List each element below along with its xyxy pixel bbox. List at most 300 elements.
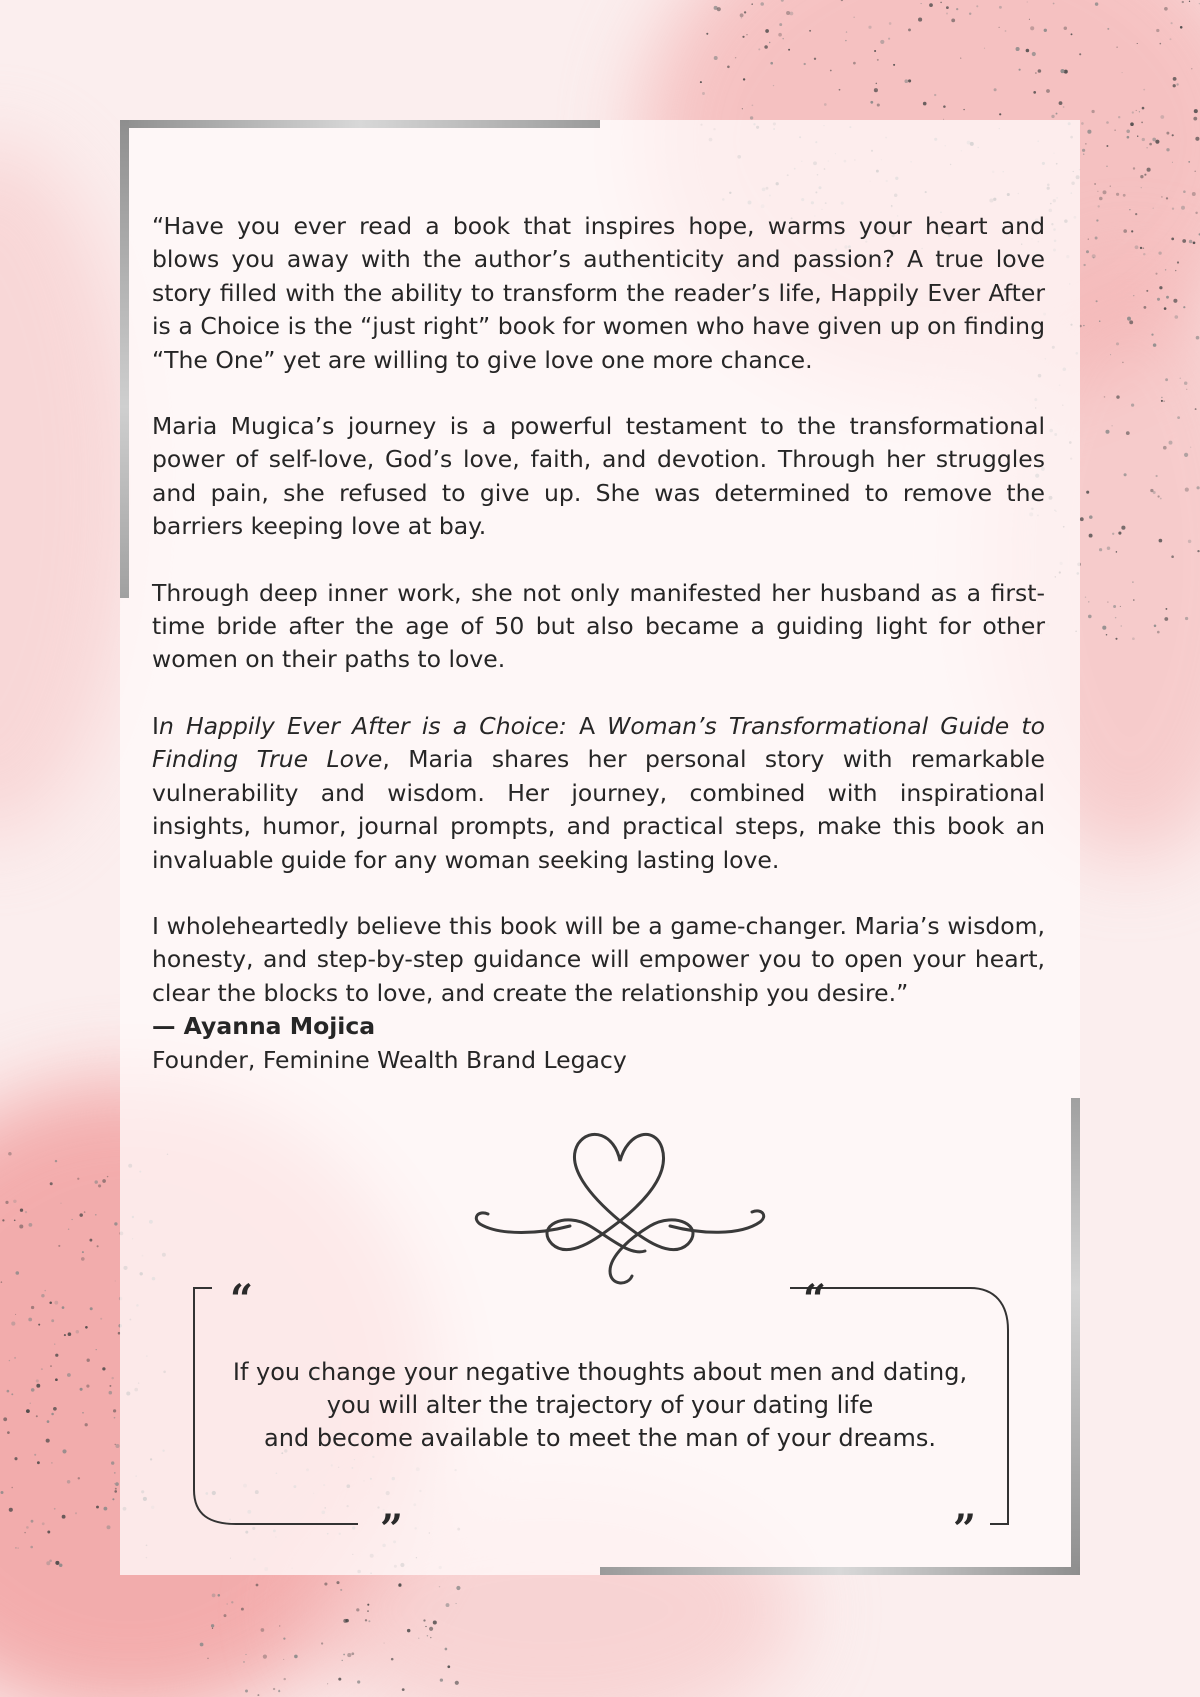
speckle-dot <box>26 1409 30 1413</box>
speckle-dot <box>1114 129 1115 130</box>
speckle-dot <box>743 78 745 80</box>
speckle-dot <box>114 1417 116 1419</box>
author-title: Founder, Feminine Wealth Brand Legacy <box>152 1045 627 1074</box>
speckle-dot <box>340 1589 342 1591</box>
frame-top-bar <box>120 120 600 128</box>
speckle-dot <box>28 1318 32 1322</box>
speckle-dot <box>55 1561 59 1565</box>
speckle-dot <box>1102 626 1106 630</box>
speckle-dot <box>951 18 955 22</box>
speckle-dot <box>342 1660 343 1661</box>
speckle-dot <box>80 1388 83 1391</box>
speckle-dot <box>984 48 985 49</box>
speckle-dot <box>1035 72 1037 74</box>
speckle-dot <box>1132 581 1134 583</box>
open-quote-mark-right: “ <box>803 1276 827 1323</box>
frame-left-bar <box>120 120 129 598</box>
speckle-dot <box>1146 290 1148 292</box>
speckle-dot <box>44 1290 45 1291</box>
speckle-dot <box>109 1391 113 1395</box>
speckle-dot <box>1189 240 1193 244</box>
speckle-dot <box>47 1531 50 1534</box>
speckle-dot <box>1166 148 1169 151</box>
speckle-dot <box>59 1564 63 1568</box>
speckle-dot <box>455 1681 459 1685</box>
speckle-dot <box>1160 115 1164 119</box>
speckle-dot <box>1083 325 1084 326</box>
speckle-dot <box>764 45 768 49</box>
speckle-dot <box>1110 354 1111 355</box>
speckle-dot <box>889 22 892 25</box>
speckle-dot <box>1106 166 1108 168</box>
speckle-dot <box>1140 175 1143 178</box>
speckle-dot <box>1173 299 1177 303</box>
speckle-dot <box>1092 254 1096 258</box>
speckle-dot <box>1143 89 1145 91</box>
testimonial-paragraph-5: I wholeheartedly believe this book will be a game-changer. Maria’s wisdom, honesty, and step-by-step guidance will empower you to open your heart, clear the blocks to love, and create the relationship you desire.” <box>152 911 1045 1007</box>
speckle-dot <box>1116 395 1119 398</box>
speckle-dot <box>95 1214 97 1216</box>
speckle-dot <box>1157 298 1160 301</box>
speckle-dot <box>1107 547 1110 550</box>
speckle-dot <box>111 1461 114 1464</box>
speckle-dot <box>324 1582 327 1585</box>
speckle-dot <box>115 1280 116 1281</box>
speckle-dot <box>1080 517 1084 521</box>
speckle-dot <box>2 1219 4 1221</box>
speckle-dot <box>946 6 949 9</box>
speckle-dot <box>1116 342 1119 345</box>
speckle-dot <box>877 103 880 106</box>
speckle-dot <box>770 62 773 65</box>
speckle-dot <box>846 31 847 32</box>
speckle-dot <box>58 1245 60 1247</box>
speckle-dot <box>1053 3 1055 5</box>
speckle-dot <box>1171 22 1173 24</box>
speckle-dot <box>969 12 971 14</box>
speckle-dot <box>781 0 784 2</box>
speckle-dot <box>845 40 846 41</box>
speckle-dot <box>1087 130 1091 134</box>
speckle-dot <box>1106 145 1108 147</box>
speckle-dot <box>14 1457 17 1460</box>
speckle-dot <box>1157 495 1159 497</box>
speckle-dot <box>1164 7 1168 11</box>
speckle-dot <box>876 83 878 85</box>
speckle-dot <box>1104 396 1106 398</box>
speckle-dot <box>1133 599 1135 601</box>
speckle-dot <box>407 1629 410 1632</box>
speckle-dot <box>1197 486 1200 489</box>
speckle-dot <box>26 1526 29 1529</box>
speckle-dot <box>115 1482 119 1486</box>
speckle-dot <box>1172 208 1174 210</box>
speckle-dot <box>107 1525 111 1529</box>
speckle-dot <box>1132 637 1135 640</box>
speckle-dot <box>1046 89 1050 93</box>
speckle-dot <box>1165 608 1167 610</box>
speckle-dot <box>1122 72 1123 73</box>
speckle-dot <box>36 1415 38 1417</box>
speckle-dot <box>1112 533 1114 535</box>
speckle-dot <box>1191 68 1192 69</box>
speckle-dot <box>439 1586 440 1587</box>
speckle-dot <box>423 1619 425 1621</box>
p4-joiner: A <box>566 711 608 740</box>
speckle-dot <box>36 1379 39 1382</box>
speckle-dot <box>789 12 793 16</box>
speckle-dot <box>1094 183 1096 185</box>
speckle-dot <box>1123 194 1126 197</box>
speckle-dot <box>1133 167 1135 169</box>
speckle-dot <box>1086 250 1089 253</box>
speckle-dot <box>1082 149 1085 152</box>
speckle-dot <box>31 1306 34 1309</box>
speckle-dot <box>62 1515 66 1519</box>
speckle-dot <box>1081 122 1084 125</box>
speckle-dot <box>1129 320 1133 324</box>
speckle-dot <box>283 1637 285 1639</box>
speckle-dot <box>67 1480 71 1484</box>
speckle-dot <box>830 70 832 72</box>
speckle-dot <box>224 1614 227 1617</box>
speckle-dot <box>1107 28 1109 30</box>
speckle-dot <box>717 7 721 11</box>
speckle-dot <box>55 1354 58 1357</box>
speckle-dot <box>367 1610 368 1611</box>
speckle-dot <box>1096 300 1098 302</box>
speckle-dot <box>1166 132 1169 135</box>
speckle-dot <box>1033 91 1036 94</box>
speckle-dot <box>51 1319 54 1322</box>
speckle-dot <box>1193 117 1197 121</box>
speckle-dot <box>87 1359 90 1362</box>
speckle-dot <box>1088 601 1089 602</box>
speckle-dot <box>1177 261 1179 263</box>
speckle-dot <box>960 57 961 58</box>
speckle-dot <box>1137 43 1138 44</box>
speckle-dot <box>1193 241 1196 244</box>
speckle-dot <box>1153 343 1157 347</box>
speckle-dot <box>853 62 856 65</box>
speckle-dot <box>9 1360 10 1361</box>
speckle-dot <box>1026 49 1030 53</box>
speckle-dot <box>51 1462 53 1464</box>
speckle-dot <box>1169 441 1173 445</box>
speckle-dot <box>97 1245 99 1247</box>
speckle-dot <box>839 89 841 91</box>
speckle-dot <box>1118 116 1120 118</box>
speckle-dot <box>218 1594 221 1597</box>
speckle-dot <box>351 1652 354 1655</box>
speckle-dot <box>1157 631 1160 634</box>
speckle-dot <box>78 1477 80 1479</box>
speckle-dot <box>46 1561 50 1565</box>
speckle-dot <box>1116 193 1119 196</box>
speckle-dot <box>1163 401 1164 402</box>
speckle-dot <box>1151 333 1153 335</box>
speckle-dot <box>1115 617 1117 619</box>
speckle-dot <box>429 1627 433 1631</box>
speckle-dot <box>735 57 736 58</box>
speckle-dot <box>345 1619 349 1623</box>
speckle-dot <box>769 42 770 43</box>
speckle-dot <box>940 2 942 4</box>
speckle-dot <box>398 1584 401 1587</box>
speckle-dot <box>1098 205 1100 207</box>
speckle-dot <box>1107 602 1108 603</box>
speckle-dot <box>908 28 911 31</box>
speckle-dot <box>1140 247 1142 249</box>
speckle-dot <box>38 1324 40 1326</box>
speckle-dot <box>357 1680 360 1683</box>
speckle-dot <box>1183 306 1185 308</box>
speckle-dot <box>1079 53 1081 55</box>
speckle-dot <box>115 1444 119 1448</box>
speckle-dot <box>946 13 948 15</box>
speckle-dot <box>25 1211 27 1213</box>
speckle-dot <box>746 34 747 35</box>
speckle-dot <box>1085 143 1086 144</box>
speckle-dot <box>1137 136 1138 137</box>
speckle-dot <box>11 1487 13 1489</box>
speckle-dot <box>60 1203 61 1204</box>
speckle-dot <box>1180 378 1181 379</box>
speckle-dot <box>1083 264 1085 266</box>
speckle-dot <box>418 1638 419 1639</box>
speckle-dot <box>1155 140 1159 144</box>
speckle-dot <box>751 3 753 5</box>
speckle-dot <box>1126 130 1130 134</box>
close-quote-mark-left: ” <box>380 1506 404 1553</box>
speckle-dot <box>15 1547 17 1549</box>
speckle-dot <box>1116 551 1118 553</box>
speckle-dot <box>1156 29 1159 32</box>
speckle-dot <box>115 1444 116 1445</box>
speckle-dot <box>1143 306 1146 309</box>
speckle-dot <box>1060 69 1064 73</box>
speckle-dot <box>999 6 1002 9</box>
speckle-dot <box>976 5 978 7</box>
speckle-dot <box>111 1377 113 1379</box>
speckle-dot <box>934 94 936 96</box>
speckle-dot <box>1110 186 1111 187</box>
close-quote-mark-right: ” <box>953 1506 977 1553</box>
speckle-dot <box>1030 26 1034 30</box>
speckle-dot <box>1160 43 1162 45</box>
speckle-dot <box>1161 196 1163 198</box>
speckle-dot <box>1089 534 1093 538</box>
speckle-dot <box>1159 539 1163 543</box>
speckle-dot <box>96 1349 97 1350</box>
speckle-dot <box>77 1178 79 1180</box>
speckle-dot <box>1132 111 1134 113</box>
speckle-dot <box>200 1643 204 1647</box>
speckle-dot <box>1135 213 1137 215</box>
speckle-dot <box>41 1368 43 1370</box>
speckle-dot <box>1088 238 1089 239</box>
speckle-dot <box>1190 447 1191 448</box>
speckle-dot <box>263 1655 267 1659</box>
speckle-dot <box>1183 190 1186 193</box>
speckle-dot <box>36 1384 40 1388</box>
speckle-dot <box>279 1625 280 1626</box>
speckle-dot <box>102 1179 106 1183</box>
speckle-dot <box>765 29 769 33</box>
book-title-part-1: n Happily Ever After is a Choice: <box>158 711 567 740</box>
speckle-dot <box>49 1559 52 1562</box>
speckle-dot <box>1141 122 1143 124</box>
speckle-dot <box>1173 84 1176 87</box>
testimonial-paragraph-2: Maria Mugica’s journey is a powerful testament to the transformational power of self-love, God’s love, faith, and devotion. Through her struggles and pain, she refused to give up. She was determined to remove the barriers keeping love at bay. <box>152 412 1045 541</box>
speckle-dot <box>95 1180 98 1183</box>
speckle-dot <box>1071 33 1073 35</box>
speckle-dot <box>90 1307 93 1310</box>
speckle-dot <box>19 1224 23 1228</box>
speckle-dot <box>1051 115 1054 118</box>
speckle-dot <box>1141 187 1142 188</box>
speckle-dot <box>20 1209 23 1212</box>
speckle-dot <box>1106 121 1109 124</box>
speckle-dot <box>81 1257 85 1261</box>
speckle-dot <box>1165 269 1166 270</box>
speckle-dot <box>870 101 873 104</box>
speckle-dot <box>1122 362 1124 364</box>
speckle-dot <box>1175 270 1176 271</box>
speckle-dot <box>84 1211 86 1213</box>
speckle-dot <box>1156 475 1158 477</box>
speckle-dot <box>14 1219 16 1221</box>
speckle-dot <box>112 1498 114 1500</box>
speckle-dot <box>1164 307 1167 310</box>
speckle-dot <box>1099 548 1102 551</box>
speckle-dot <box>1150 489 1153 492</box>
speckle-dot <box>1171 555 1174 558</box>
speckle-dot <box>1135 245 1139 249</box>
speckle-dot <box>245 1654 246 1655</box>
speckle-dot <box>994 88 997 91</box>
speckle-dot <box>1166 197 1168 199</box>
speckle-dot <box>1159 286 1162 289</box>
speckle-dot <box>294 1655 298 1659</box>
speckle-dot <box>758 48 760 50</box>
speckle-dot <box>29 1223 33 1227</box>
speckle-dot <box>1086 491 1089 494</box>
speckle-dot <box>49 1302 52 1305</box>
speckle-dot <box>1185 617 1188 620</box>
speckle-dot <box>64 1334 66 1336</box>
speckle-dot <box>11 1322 15 1326</box>
speckle-dot <box>1154 625 1157 628</box>
speckle-dot <box>706 33 708 35</box>
speckle-dot <box>999 113 1001 115</box>
speckle-dot <box>773 85 774 86</box>
speckle-dot <box>1096 219 1098 221</box>
speckle-dot <box>1158 251 1161 254</box>
speckle-dot <box>1116 46 1118 48</box>
speckle-dot <box>1130 122 1134 126</box>
speckle-dot <box>1038 69 1042 73</box>
speckle-dot <box>96 1506 99 1509</box>
speckle-dot <box>1170 38 1172 40</box>
speckle-dot <box>1161 397 1162 398</box>
speckle-dot <box>1188 540 1191 543</box>
speckle-dot <box>5 1201 8 1204</box>
speckle-dot <box>1185 488 1189 492</box>
speckle-dot <box>874 88 878 92</box>
speckle-dot <box>841 0 843 1</box>
speckle-dot <box>1044 29 1047 32</box>
speckle-dot <box>283 1678 285 1680</box>
speckle-dot <box>113 1409 116 1412</box>
speckle-dot <box>243 1661 244 1662</box>
heart-infinity-flourish-icon <box>470 1126 770 1286</box>
speckle-dot <box>963 109 964 110</box>
speckle-dot <box>62 1306 65 1309</box>
speckle-dot <box>702 92 705 95</box>
speckle-dot <box>1126 431 1130 435</box>
speckle-dot <box>1184 381 1187 384</box>
speckle-dot <box>1127 317 1131 321</box>
speckle-dot <box>327 1683 328 1684</box>
speckle-dot <box>1095 237 1098 240</box>
frame-bottom-bar <box>600 1567 1080 1575</box>
speckle-dot <box>89 1239 92 1242</box>
speckle-dot <box>1 1491 4 1494</box>
speckle-dot <box>1194 109 1198 113</box>
speckle-dot <box>779 23 782 26</box>
speckle-dot <box>742 36 744 38</box>
speckle-dot <box>46 1439 50 1443</box>
speckle-dot <box>283 1659 284 1660</box>
speckle-dot <box>1127 136 1130 139</box>
speckle-dot <box>425 1626 426 1627</box>
speckle-dot <box>880 40 884 44</box>
speckle-dot <box>85 1423 88 1426</box>
speckle-dot <box>53 1407 57 1411</box>
speckle-dot <box>1111 425 1112 426</box>
speckle-dot <box>1142 247 1144 249</box>
speckle-dot <box>782 38 784 40</box>
speckle-dot <box>321 1642 323 1644</box>
speckle-dot <box>1121 526 1125 530</box>
speckle-dot <box>1182 1 1184 3</box>
speckle-dot <box>212 1628 213 1629</box>
speckle-dot <box>727 66 730 69</box>
speckle-dot <box>1064 26 1067 29</box>
speckle-dot <box>804 63 806 65</box>
speckle-dot <box>1143 253 1145 255</box>
speckle-dot <box>1184 453 1188 457</box>
speckle-dot <box>16 1271 20 1275</box>
speckle-dot <box>1164 617 1168 621</box>
speckle-dot <box>30 1403 31 1404</box>
speckle-dot <box>1163 446 1167 450</box>
speckle-dot <box>1195 137 1199 141</box>
speckle-dot <box>338 1678 341 1681</box>
speckle-dot <box>1029 19 1030 20</box>
speckle-dot <box>788 49 790 51</box>
speckle-dot <box>1032 52 1036 56</box>
speckle-dot <box>809 30 811 32</box>
speckle-dot <box>1142 138 1145 141</box>
speckle-dot <box>999 27 1000 28</box>
speckle-dot <box>273 1688 275 1690</box>
testimonial-paragraph-4 <box>152 710 1045 877</box>
speckle-dot <box>47 1420 50 1423</box>
speckle-dot <box>1115 638 1117 640</box>
speckle-dot <box>68 1332 72 1336</box>
